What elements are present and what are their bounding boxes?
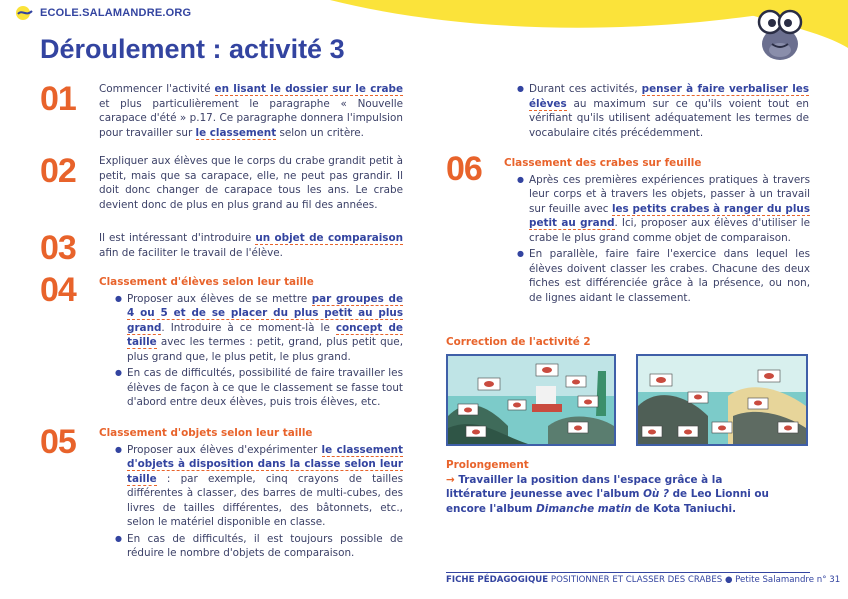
seaside-illustration-2 [638, 356, 806, 444]
footer-issue: Petite Salamandre n° 31 [735, 575, 841, 585]
page-footer [446, 572, 841, 585]
step-number-06: 06 [446, 150, 482, 188]
step-03-highlight: un objet de comparaison [255, 232, 403, 244]
step-03-text: Il est intéressant d'introduire un objet de comparaison afin de faciliter le travail de l'élève. [99, 232, 403, 259]
salamandre-logo-icon [16, 6, 34, 20]
list-item: ● En parallèle, faire faire l'exercice dans lequel les élèves doivent classer les crabes. Chacune des deux fiches est différenciée grâce à la présence, ou non, de lignes aidant le classement. [517, 247, 810, 305]
site-name: ECOLE.SALAMANDRE.ORG [40, 7, 192, 19]
step-06-list [504, 173, 810, 306]
correction-scene-2 [636, 354, 808, 446]
footer-topic: POSITIONNER ET CLASSER DES CRABES [550, 575, 723, 585]
arrow-icon: → [446, 473, 455, 486]
salamander-mascot-icon [750, 4, 810, 60]
step-05-list [99, 443, 403, 561]
step-04-list [99, 292, 403, 410]
prolongement-block [446, 458, 786, 516]
step-01-highlight-1: en lisant le dossier sur le crabe [214, 83, 404, 95]
list-item: ● Proposer aux élèves de se mettre par groupes de 4 ou 5 et de se placer du plus petit au plus grand. Introduire à ce moment-là le concept de taille avec les termes : petit, grand, plus petit que, plus grand que, le plus petit, le plus grand. [115, 292, 403, 365]
list-item: ● En cas de difficultés, il est toujours possible de réduire le nombre d'objets de comparaison. [115, 532, 403, 561]
step-06-block [504, 156, 810, 307]
list-item: ● En cas de difficultés, possibilité de faire travailler les élèves de façon à ce que le classement se fasse tout d'abord entre deux élèves, puis trois élèves, etc. [115, 366, 403, 410]
step-01-text: Commencer l'activité en lisant le dossier sur le crabe et plus particulièrement le paragraphe « Nouvelle carapace d'été » p.17. Ce paragraphe donnera l'impulsion pour travailler sur le classement selon un critère. [99, 83, 404, 139]
step-number-02: 02 [40, 152, 76, 190]
step-02-text: Expliquer aux élèves que le corps du crabe grandit petit à petit, mais que sa carapace, elle, ne peut pas grandir. Il doit donc changer de carapace tous les ans. Le crabe devient donc de plus en plus grand au fil des années. [99, 155, 403, 211]
book-title-ou: Où ? [643, 488, 669, 500]
step-04-block [99, 275, 403, 412]
correction-scene-1 [446, 354, 616, 446]
correction-title: Correction de l'activité 2 [446, 336, 591, 348]
footer-separator-icon: ● [724, 575, 733, 585]
footer-label: FICHE PÉDAGOGIQUE [446, 575, 549, 585]
step-04-heading: Classement d'élèves selon leur taille [99, 276, 314, 288]
list-item: ● Durant ces activités, penser à faire verbaliser les élèves au maximum sur ce qu'ils voient tout en vérifiant qu'ils utilisent adéquatement les termes de vocabulaire cités précédemment. [517, 82, 809, 140]
step-05-heading: Classement d'objets selon leur taille [99, 427, 313, 439]
site-logo[interactable] [16, 6, 191, 20]
step-06-heading: Classement des crabes sur feuille [504, 157, 702, 169]
page-title: Déroulement : activité 3 [40, 34, 345, 64]
step-number-04: 04 [40, 271, 76, 309]
book-title-dimanche: Dimanche matin [536, 502, 632, 515]
step-number-05: 05 [40, 423, 76, 461]
list-item: ● Proposer aux élèves d'expérimenter le classement d'objets à disposition dans la classe selon leur taille : par exemple, cinq crayons de tailles différentes à classer, des barres de multi-cubes, des livres de tailles différentes, des bâtonnets, etc., selon le matériel disponible en classe. [115, 443, 403, 530]
prolongement-heading: Prolongement [446, 459, 529, 471]
step-05-block [99, 426, 403, 563]
step-number-03: 03 [40, 229, 76, 267]
prolongement-text: → Travailler la position dans l'espace grâce à la littérature jeunesse avec l'album Où ? de Leo Lionni ou encore l'album Dimanche matin de Kota Taniuchi. [446, 473, 769, 515]
step-number-01: 01 [40, 80, 76, 118]
step-01-highlight-2: le classement [195, 126, 277, 139]
verbalise-block [517, 82, 809, 142]
seaside-illustration-1 [448, 356, 614, 444]
list-item: ● Après ces premières expériences pratiques à travers leur corps et à travers les objets, passer à un travail sur feuille avec les petits crabes à ranger du plus petit au grand. Ici, proposer aux élèves d'utiliser le crabe le plus grand comme objet de comparaison. [517, 173, 810, 246]
